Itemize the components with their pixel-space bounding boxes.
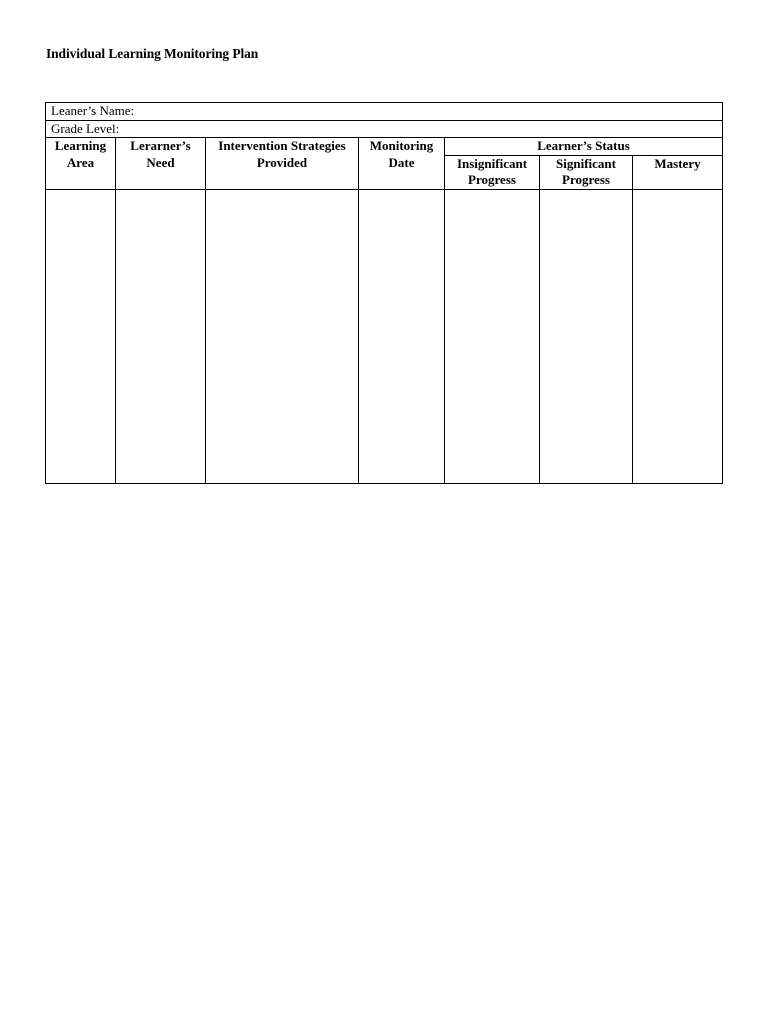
- intervention-entry[interactable]: [206, 189, 359, 483]
- header-learner-status: Learner’s Status: [445, 138, 723, 156]
- header-mastery: Mastery: [633, 155, 723, 189]
- header-significant-progress: Significant Progress: [540, 155, 633, 189]
- significant-progress-entry[interactable]: [540, 189, 633, 483]
- mastery-entry[interactable]: [633, 189, 723, 483]
- learning-area-entry[interactable]: [46, 189, 116, 483]
- header-learner-need: Lerarner’s Need: [116, 138, 206, 190]
- header-monitoring-date: Monitoring Date: [359, 138, 445, 190]
- monitoring-date-entry[interactable]: [359, 189, 445, 483]
- monitoring-plan-table: [45, 102, 723, 484]
- document-title: Individual Learning Monitoring Plan: [46, 46, 259, 61]
- insignificant-progress-entry[interactable]: [445, 189, 540, 483]
- header-intervention-strategies: Intervention Strategies Provided: [206, 138, 359, 190]
- learner-name-row: [46, 103, 723, 121]
- header-row-top: [46, 138, 723, 156]
- header-learning-area: Learning Area: [46, 138, 116, 190]
- grade-level-label: Grade Level:: [51, 120, 120, 136]
- learner-name-cell[interactable]: [46, 103, 723, 121]
- grade-level-cell[interactable]: [46, 120, 723, 138]
- header-insignificant-progress: Insignificant Progress: [445, 155, 540, 189]
- learner-need-entry[interactable]: [116, 189, 206, 483]
- learner-name-label: Leaner’s Name:: [51, 103, 135, 118]
- entry-row: [46, 189, 723, 483]
- grade-level-row: [46, 120, 723, 138]
